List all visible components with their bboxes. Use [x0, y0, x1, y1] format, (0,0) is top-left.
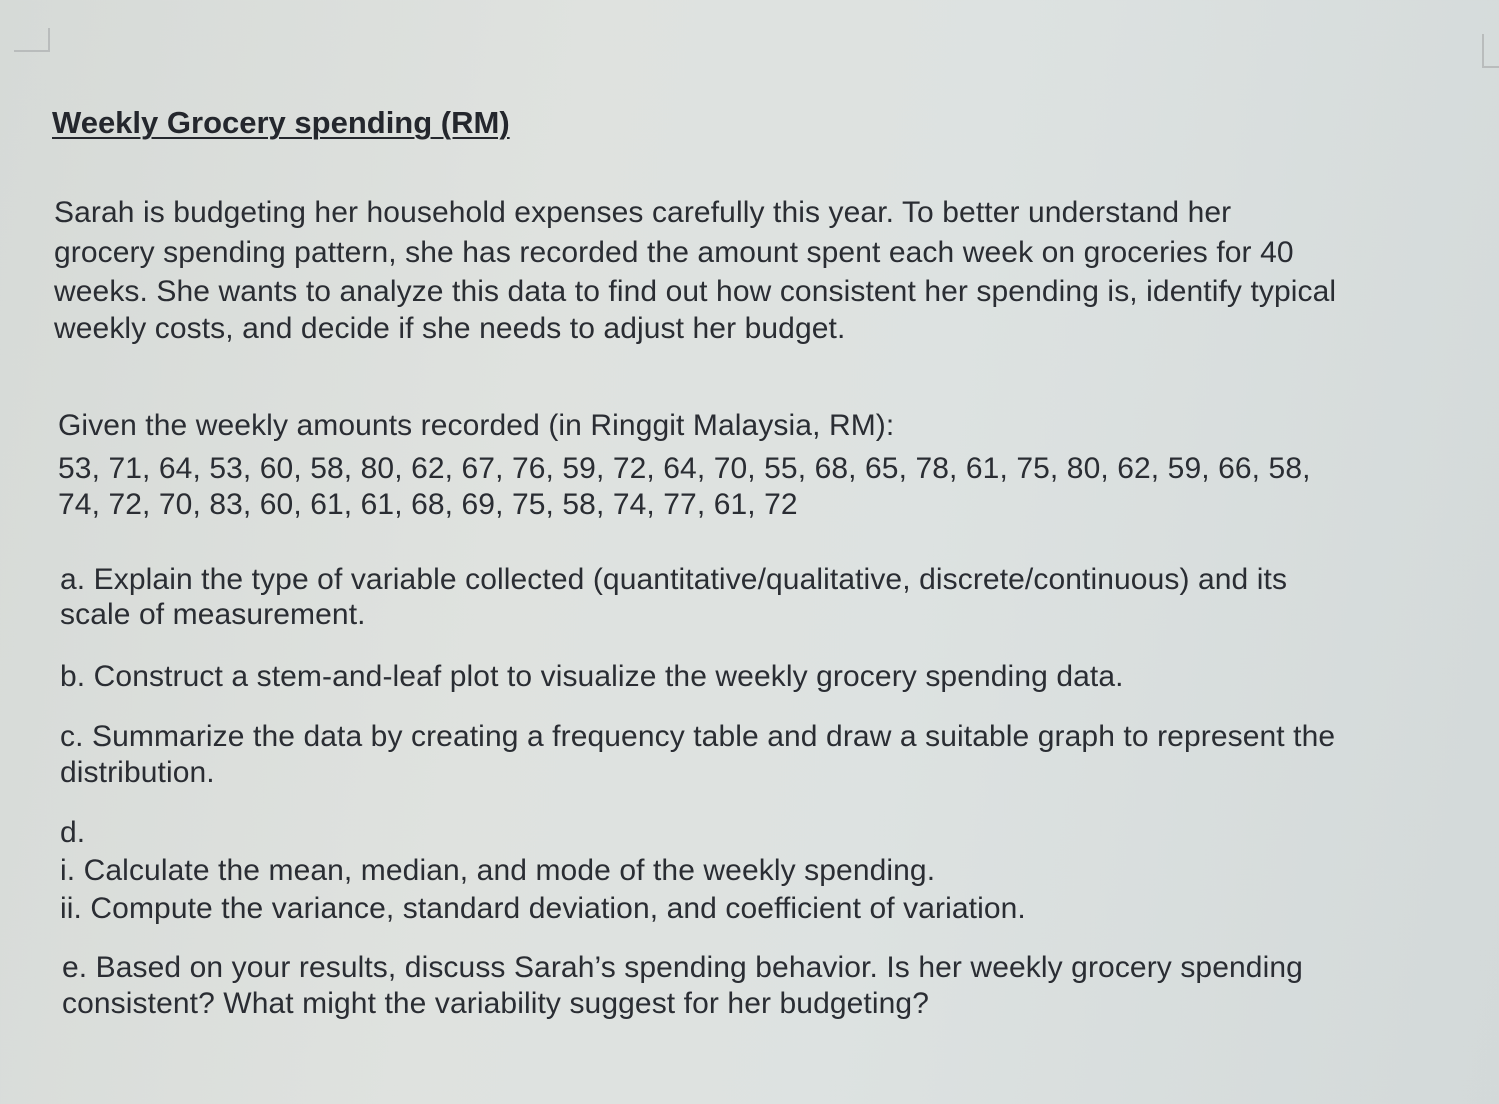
given-label: Given the weekly amounts recorded (in Ringgit Malaysia, RM):	[58, 409, 895, 442]
intro-line-3: weeks. She wants to analyze this data to find out how consistent her spending is, identify typical	[54, 275, 1337, 308]
question-b: b. Construct a stem-and-leaf plot to visualize the weekly grocery spending data.	[60, 660, 1124, 693]
document-title: Weekly Grocery spending (RM)	[52, 105, 510, 140]
question-a-line-1: a. Explain the type of variable collected (quantitative/qualitative, discrete/continuous) and its	[60, 563, 1288, 596]
intro-line-1: Sarah is budgeting her household expenses carefully this year. To better understand her	[54, 196, 1232, 229]
data-line-2: 74, 72, 70, 83, 60, 61, 61, 68, 69, 75, 58, 74, 77, 61, 72	[58, 488, 798, 521]
question-a-line-2: scale of measurement.	[60, 598, 366, 631]
page-corner-mark-left	[14, 28, 50, 52]
data-line-1: 53, 71, 64, 53, 60, 58, 80, 62, 67, 76, 59, 72, 64, 70, 55, 68, 65, 78, 61, 75, 80, 62, 59, 66, 58,	[58, 452, 1311, 485]
question-d-part-ii: ii. Compute the variance, standard deviation, and coefficient of variation.	[60, 892, 1026, 925]
intro-line-2: grocery spending pattern, she has recorded the amount spent each week on groceries for 40	[54, 236, 1294, 269]
question-c-line-2: distribution.	[60, 756, 215, 789]
question-d-part-i: i. Calculate the mean, median, and mode of the weekly spending.	[60, 854, 936, 887]
question-d-label: d.	[60, 816, 86, 849]
question-e-line-1: e. Based on your results, discuss Sarah’s spending behavior. Is her weekly grocery spending	[62, 951, 1303, 984]
page-corner-mark-right	[1482, 34, 1499, 68]
intro-line-4: weekly costs, and decide if she needs to adjust her budget.	[54, 312, 846, 345]
question-c-line-1: c. Summarize the data by creating a frequency table and draw a suitable graph to represent the	[60, 720, 1336, 753]
question-e-line-2: consistent? What might the variability suggest for her budgeting?	[62, 987, 929, 1020]
